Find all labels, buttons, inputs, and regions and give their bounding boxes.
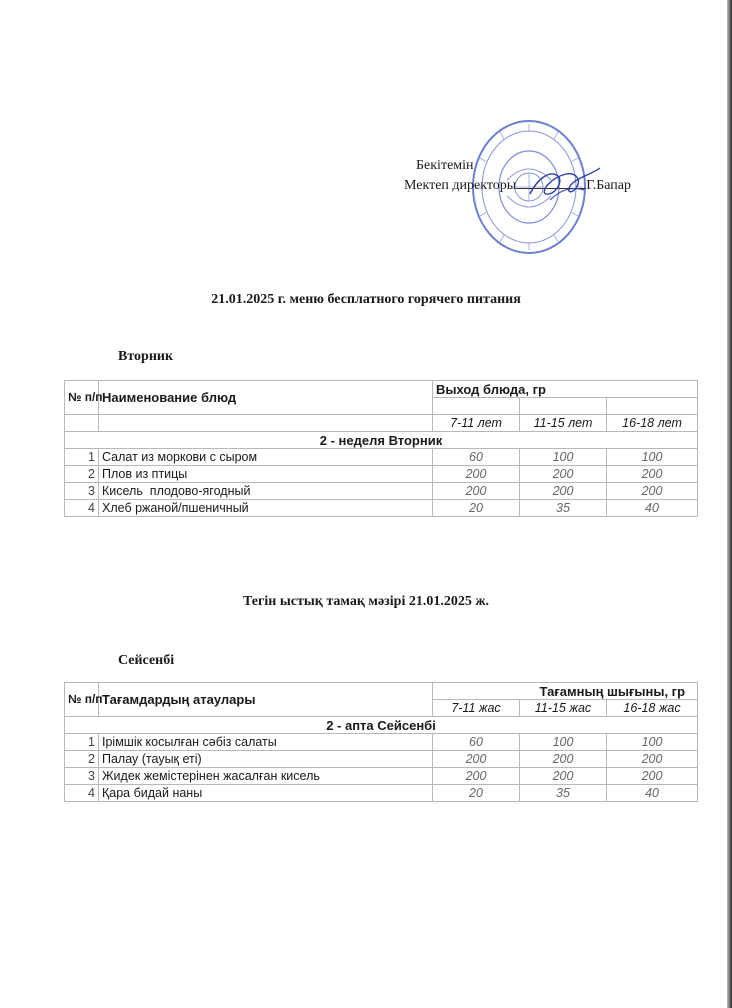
kazakh-title: Тегін ыстық тамақ мәзірі 21.01.2025 ж. bbox=[243, 594, 489, 609]
director-label: Мектеп директоры bbox=[404, 178, 517, 193]
empty-cell bbox=[520, 398, 607, 415]
week-row bbox=[65, 717, 698, 734]
portion-value: 100 bbox=[607, 449, 698, 466]
col-name-header: Тағамдардың атаулары bbox=[99, 683, 433, 717]
portion-value: 200 bbox=[520, 768, 607, 785]
dish-name: Плов из птицы bbox=[99, 466, 433, 483]
portion-value: 35 bbox=[520, 500, 607, 517]
row-number: 2 bbox=[65, 751, 99, 768]
row-number: 4 bbox=[65, 785, 99, 802]
week-row bbox=[65, 432, 698, 449]
portion-value: 60 bbox=[433, 449, 520, 466]
dish-name: Салат из моркови с сыром bbox=[99, 449, 433, 466]
scan-edge bbox=[727, 0, 732, 1008]
row-number: 3 bbox=[65, 768, 99, 785]
portion-value: 40 bbox=[607, 785, 698, 802]
russian-day: Вторник bbox=[118, 349, 174, 364]
portion-value: 200 bbox=[520, 466, 607, 483]
approved-label: Бекітемін bbox=[416, 158, 474, 173]
dish-name: Жидек жемістерінен жасалған кисель bbox=[99, 768, 433, 785]
col-no-header: № п/п bbox=[65, 683, 99, 717]
table-header-row bbox=[65, 381, 698, 398]
portion-value: 40 bbox=[607, 500, 698, 517]
table-row bbox=[65, 449, 698, 466]
portion-value: 200 bbox=[520, 483, 607, 500]
empty-cell bbox=[433, 398, 520, 415]
col-output-header: Тағамның шығыны, гр bbox=[433, 683, 698, 700]
row-number: 3 bbox=[65, 483, 99, 500]
dish-name: Қара бидай наны bbox=[99, 785, 433, 802]
portion-value: 200 bbox=[520, 751, 607, 768]
age-header: 11-15 лет bbox=[520, 415, 607, 432]
table-row bbox=[65, 751, 698, 768]
portion-value: 100 bbox=[607, 734, 698, 751]
kazakh-day: Сейсенбі bbox=[118, 653, 175, 668]
portion-value: 200 bbox=[607, 751, 698, 768]
dish-name: Хлеб ржаной/пшеничный bbox=[99, 500, 433, 517]
russian-menu-table bbox=[64, 380, 698, 517]
russian-title: 21.01.2025 г. меню бесплатного горячего питания bbox=[211, 292, 521, 307]
table-row bbox=[65, 500, 698, 517]
portion-value: 200 bbox=[433, 483, 520, 500]
portion-value: 20 bbox=[433, 785, 520, 802]
week-label: 2 - неделя Вторник bbox=[65, 432, 698, 449]
row-number: 1 bbox=[65, 449, 99, 466]
empty-cell bbox=[99, 415, 433, 432]
portion-value: 200 bbox=[433, 466, 520, 483]
table-row bbox=[65, 768, 698, 785]
portion-value: 100 bbox=[520, 449, 607, 466]
col-name-header: Наименование блюд bbox=[99, 381, 433, 415]
empty-cell bbox=[607, 398, 698, 415]
age-header: 11-15 жас bbox=[520, 700, 607, 717]
dish-name: Палау (тауық еті) bbox=[99, 751, 433, 768]
table-row bbox=[65, 785, 698, 802]
portion-value: 20 bbox=[433, 500, 520, 517]
portion-value: 200 bbox=[607, 466, 698, 483]
portion-value: 200 bbox=[433, 768, 520, 785]
age-header: 7-11 лет bbox=[433, 415, 520, 432]
portion-value: 60 bbox=[433, 734, 520, 751]
table-row bbox=[65, 734, 698, 751]
col-no-header: № п/п bbox=[65, 381, 99, 415]
row-number: 2 bbox=[65, 466, 99, 483]
empty-cell bbox=[65, 415, 99, 432]
dish-name: Ірімшік косылған сәбіз салаты bbox=[99, 734, 433, 751]
row-number: 1 bbox=[65, 734, 99, 751]
table-age-row bbox=[65, 415, 698, 432]
age-header: 16-18 лет bbox=[607, 415, 698, 432]
age-header: 16-18 жас bbox=[607, 700, 698, 717]
director-name: Г.Бапар bbox=[586, 178, 632, 193]
portion-value: 100 bbox=[520, 734, 607, 751]
age-header: 7-11 жас bbox=[433, 700, 520, 717]
table-header-row bbox=[65, 683, 698, 700]
portion-value: 200 bbox=[607, 483, 698, 500]
row-number: 4 bbox=[65, 500, 99, 517]
dish-name: Кисель плодово-ягодный bbox=[99, 483, 433, 500]
portion-value: 200 bbox=[433, 751, 520, 768]
table-row bbox=[65, 483, 698, 500]
kazakh-menu-table bbox=[64, 682, 698, 802]
table-row bbox=[65, 466, 698, 483]
week-label: 2 - апта Сейсенбі bbox=[65, 717, 698, 734]
col-output-header: Выход блюда, гр bbox=[433, 381, 698, 398]
portion-value: 35 bbox=[520, 785, 607, 802]
director-signature bbox=[520, 160, 610, 208]
portion-value: 200 bbox=[607, 768, 698, 785]
